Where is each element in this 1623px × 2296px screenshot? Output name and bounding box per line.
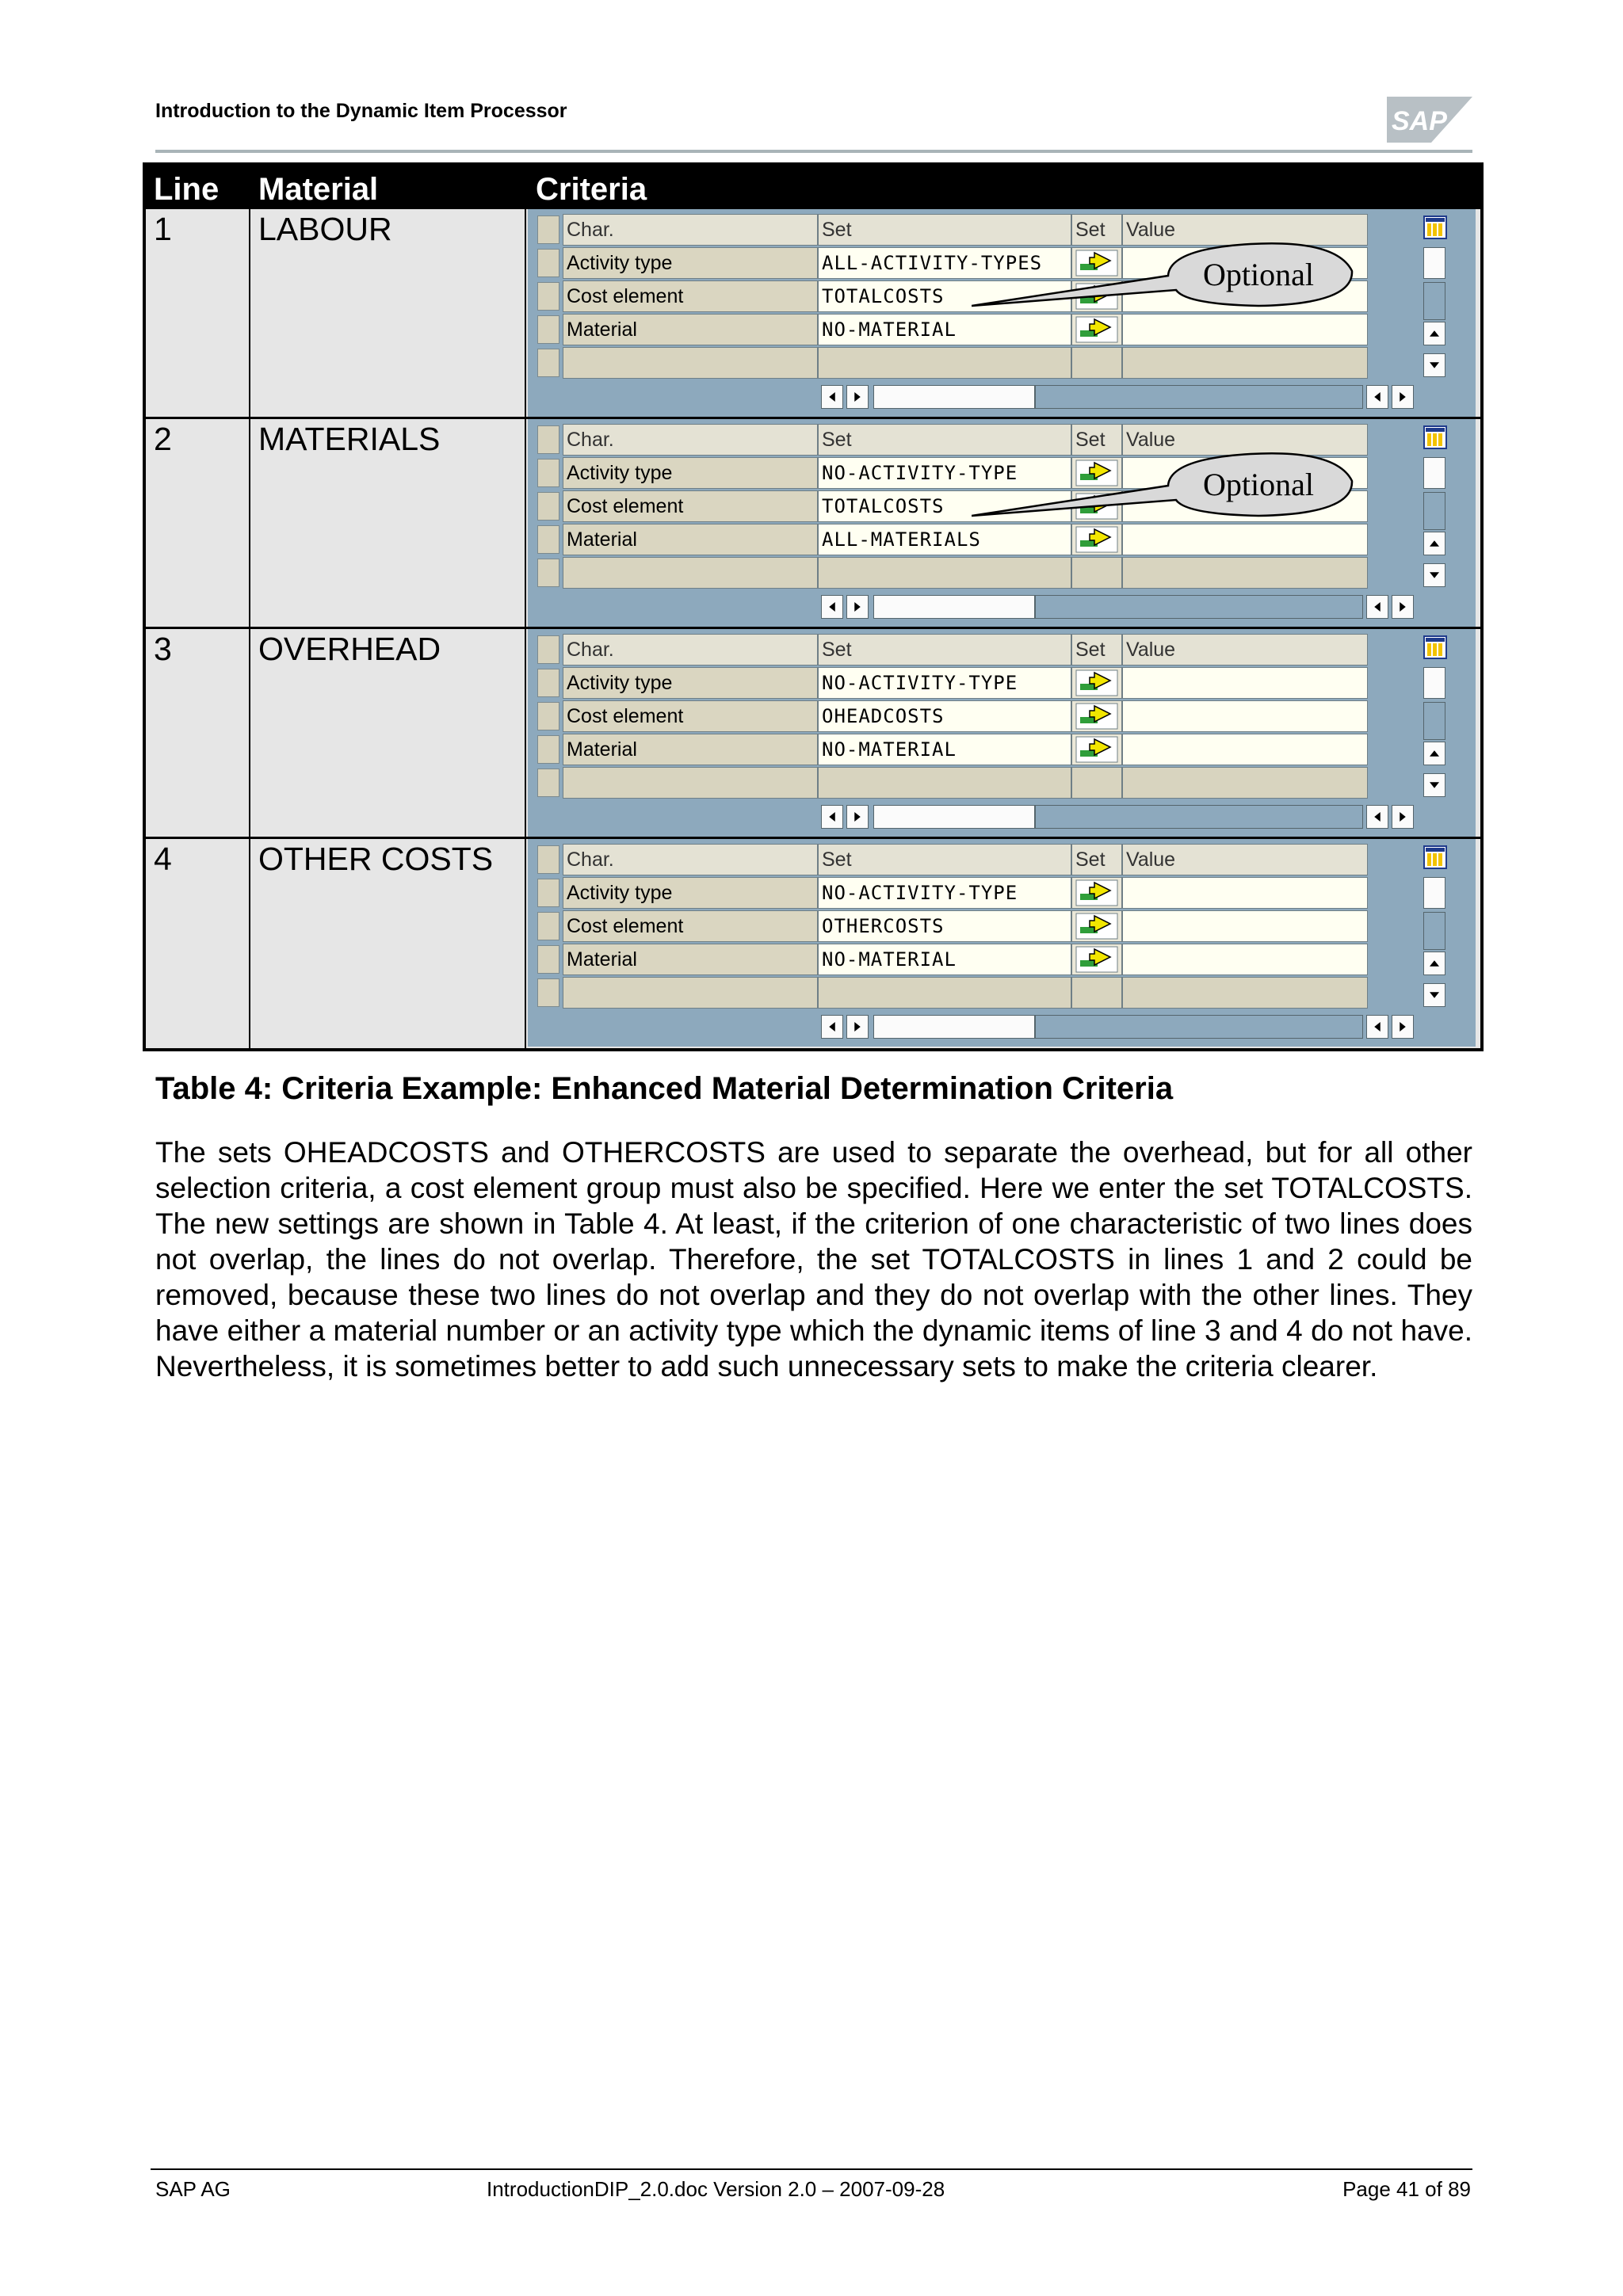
characteristic-label: Activity type <box>563 457 818 489</box>
scroll-right-button[interactable] <box>846 805 869 829</box>
scroll-left-button[interactable] <box>821 1015 843 1039</box>
empty-grid-cell <box>1071 557 1122 589</box>
right-arrow-icon <box>1396 810 1410 824</box>
grid-header-value: Value <box>1122 424 1368 456</box>
footer-document-info: IntroductionDIP_2.0.doc Version 2.0 – 2007-09-28 <box>487 2177 945 2201</box>
left-arrow-icon <box>1370 1020 1384 1034</box>
select-all-button[interactable] <box>537 215 559 244</box>
characteristic-label: Material <box>563 944 818 975</box>
empty-grid-cell <box>818 347 1071 379</box>
value-input[interactable] <box>1122 524 1368 555</box>
scroll-down-button[interactable] <box>1423 773 1445 797</box>
value-input[interactable] <box>1122 877 1368 909</box>
vertical-scroll-track[interactable] <box>1423 877 1445 909</box>
set-input[interactable]: NO-MATERIAL <box>818 734 1071 765</box>
scroll-left-button[interactable] <box>1366 1015 1388 1039</box>
grid-header-set: Set <box>818 214 1071 246</box>
footer-rule <box>151 2168 1472 2170</box>
empty-grid-cell <box>1122 557 1368 589</box>
row-selector[interactable] <box>537 978 559 1007</box>
line-number-cell: 2 <box>154 421 172 457</box>
set-arrow-icon[interactable] <box>1075 879 1118 906</box>
down-arrow-icon <box>1427 568 1442 582</box>
set-input[interactable]: NO-MATERIAL <box>818 944 1071 975</box>
characteristic-label: Activity type <box>563 877 818 909</box>
scroll-right-button[interactable] <box>846 595 869 619</box>
scroll-right-button[interactable] <box>1392 1015 1414 1039</box>
select-all-button[interactable] <box>537 845 559 874</box>
column-header-material: Material <box>258 172 379 207</box>
value-input[interactable] <box>1122 944 1368 975</box>
empty-grid-cell <box>563 347 818 379</box>
optional-callout <box>972 230 1384 317</box>
criteria-grid <box>528 209 1476 417</box>
sap-logo <box>1387 97 1472 143</box>
grid-header-set: Set <box>818 634 1071 666</box>
grid-header-set: Set <box>818 424 1071 456</box>
callout-text: Optional <box>1203 467 1314 502</box>
row-selector[interactable] <box>537 912 559 940</box>
row-selector[interactable] <box>537 315 559 344</box>
grid-header-value: Value <box>1122 214 1368 246</box>
grid-header-value: Value <box>1122 634 1368 666</box>
select-all-button[interactable] <box>537 635 559 664</box>
value-input[interactable] <box>1122 700 1368 732</box>
horizontal-scroll-track <box>1035 805 1363 829</box>
characteristic-label: Cost element <box>563 700 818 732</box>
set-arrow-icon[interactable] <box>1075 703 1118 730</box>
right-arrow-icon <box>850 600 865 614</box>
horizontal-scroll-thumb[interactable] <box>873 595 1035 619</box>
vertical-scroll-thumb[interactable] <box>1423 282 1445 320</box>
grid-header-set: Set <box>818 844 1071 875</box>
header-rule <box>155 150 1472 153</box>
left-arrow-icon <box>825 1020 839 1034</box>
right-arrow-icon <box>1396 1020 1410 1034</box>
row-selector[interactable] <box>537 349 559 377</box>
left-arrow-icon <box>825 600 839 614</box>
document-header-title: Introduction to the Dynamic Item Processor <box>155 100 567 122</box>
set-input[interactable]: OTHERCOSTS <box>818 910 1071 942</box>
empty-grid-cell <box>1122 347 1368 379</box>
empty-grid-cell <box>1071 767 1122 799</box>
value-input[interactable] <box>1122 910 1368 942</box>
up-arrow-icon <box>1427 536 1442 551</box>
column-settings-icon[interactable] <box>1423 635 1447 659</box>
row-selector[interactable] <box>537 492 559 521</box>
scroll-up-button[interactable] <box>1423 952 1445 975</box>
grid-header-set-button: Set <box>1071 844 1122 875</box>
right-arrow-icon <box>1396 600 1410 614</box>
scroll-left-button[interactable] <box>1366 595 1388 619</box>
empty-grid-cell <box>1122 767 1368 799</box>
row-selector[interactable] <box>537 702 559 730</box>
set-input[interactable]: OHEADCOSTS <box>818 700 1071 732</box>
set-input[interactable]: TOTALCOSTS <box>818 490 1071 522</box>
scroll-up-button[interactable] <box>1423 532 1445 555</box>
row-selector[interactable] <box>537 769 559 797</box>
characteristic-label: Cost element <box>563 910 818 942</box>
down-arrow-icon <box>1427 358 1442 372</box>
scroll-left-button[interactable] <box>821 805 843 829</box>
row-selector[interactable] <box>537 559 559 587</box>
column-settings-icon[interactable] <box>1423 845 1447 869</box>
row-selector[interactable] <box>537 669 559 697</box>
column-settings-icon[interactable] <box>1423 215 1447 239</box>
empty-grid-cell <box>818 557 1071 589</box>
horizontal-scroll-thumb[interactable] <box>873 385 1035 409</box>
body-paragraph: The sets OHEADCOSTS and OTHERCOSTS are used to separate the overhead, but for all other selection criteria, a cost element group must also be specified. Here we enter the set TOTALCOSTS. The new settings are shown in Table 4. At least, if the criterion of one characteristic of two lines does not overlap, the lines do not overlap. Therefore, the set TOTALCOSTS in lines 1 and 2 could be removed, because these two lines do not overlap and they do not overlap with the other lines. They have either a material number or an activity type which the dynamic items of line 3 and 4 do not have. Nevertheless, it is sometimes better to add such unnecessary sets to make the criteria clearer. <box>155 1136 1472 1383</box>
scroll-right-button[interactable] <box>1392 805 1414 829</box>
footer-page-number: Page 41 of 89 <box>1342 2177 1471 2201</box>
right-arrow-icon <box>850 1020 865 1034</box>
vertical-scroll-thumb[interactable] <box>1423 492 1445 530</box>
set-arrow-icon[interactable] <box>1075 669 1118 696</box>
set-input[interactable]: NO-ACTIVITY-TYPE <box>818 457 1071 489</box>
material-cell: OVERHEAD <box>258 631 441 667</box>
empty-grid-cell <box>1071 977 1122 1009</box>
scroll-up-button[interactable] <box>1423 742 1445 765</box>
set-input[interactable]: NO-ACTIVITY-TYPE <box>818 667 1071 699</box>
scroll-down-button[interactable] <box>1423 353 1445 377</box>
line-number-cell: 4 <box>154 841 172 877</box>
set-arrow-icon[interactable] <box>1075 316 1118 343</box>
select-all-button[interactable] <box>537 425 559 454</box>
set-input[interactable]: ALL-ACTIVITY-TYPES <box>818 247 1071 279</box>
up-arrow-icon <box>1427 326 1442 341</box>
grid-header-value: Value <box>1122 844 1368 875</box>
row-selector[interactable] <box>537 735 559 764</box>
scroll-left-button[interactable] <box>1366 805 1388 829</box>
scroll-left-button[interactable] <box>821 385 843 409</box>
horizontal-scroll-track <box>1035 595 1363 619</box>
empty-grid-cell <box>563 977 818 1009</box>
column-header-line: Line <box>154 172 220 207</box>
column-header-criteria: Criteria <box>536 172 647 207</box>
scroll-right-button[interactable] <box>846 1015 869 1039</box>
column-divider <box>525 166 526 1048</box>
criteria-grid <box>528 419 1476 627</box>
table-header-row <box>146 166 1480 209</box>
grid-header-char: Char. <box>563 844 818 875</box>
grid-header-char: Char. <box>563 424 818 456</box>
table-caption: Table 4: Criteria Example: Enhanced Material Determination Criteria <box>155 1071 1174 1106</box>
row-selector[interactable] <box>537 525 559 554</box>
scroll-up-button[interactable] <box>1423 322 1445 345</box>
horizontal-scroll-thumb[interactable] <box>873 805 1035 829</box>
value-input[interactable] <box>1122 667 1368 699</box>
sap-logo-text: SAP <box>1392 106 1447 136</box>
row-selector[interactable] <box>537 879 559 907</box>
value-input[interactable] <box>1122 314 1368 345</box>
vertical-scroll-thumb[interactable] <box>1423 702 1445 740</box>
characteristic-label: Activity type <box>563 247 818 279</box>
empty-grid-cell <box>563 767 818 799</box>
characteristic-label: Cost element <box>563 490 818 522</box>
characteristic-label: Material <box>563 524 818 555</box>
scroll-right-button[interactable] <box>1392 595 1414 619</box>
material-cell: MATERIALS <box>258 421 441 457</box>
criteria-table <box>143 162 1484 1051</box>
up-arrow-icon <box>1427 746 1442 761</box>
criteria-grid <box>528 839 1476 1047</box>
set-arrow-icon[interactable] <box>1075 946 1118 973</box>
empty-grid-cell <box>1122 977 1368 1009</box>
set-arrow-icon[interactable] <box>1075 913 1118 940</box>
vertical-scroll-track[interactable] <box>1423 247 1445 279</box>
row-selector[interactable] <box>537 459 559 487</box>
grid-header-char: Char. <box>563 214 818 246</box>
grid-header-set-button: Set <box>1071 634 1122 666</box>
set-input[interactable]: TOTALCOSTS <box>818 280 1071 312</box>
scroll-right-button[interactable] <box>1392 385 1414 409</box>
row-selector[interactable] <box>537 282 559 311</box>
optional-callout <box>972 440 1384 527</box>
scroll-left-button[interactable] <box>1366 385 1388 409</box>
scroll-right-button[interactable] <box>846 385 869 409</box>
scroll-down-button[interactable] <box>1423 983 1445 1007</box>
line-number-cell: 3 <box>154 631 172 667</box>
set-arrow-icon[interactable] <box>1075 526 1118 553</box>
material-cell: LABOUR <box>258 211 392 247</box>
right-arrow-icon <box>850 390 865 404</box>
right-arrow-icon <box>850 810 865 824</box>
grid-header-set-button: Set <box>1071 424 1122 456</box>
value-input[interactable] <box>1122 734 1368 765</box>
left-arrow-icon <box>825 810 839 824</box>
right-arrow-icon <box>1396 390 1410 404</box>
set-arrow-icon[interactable] <box>1075 736 1118 763</box>
grid-header-char: Char. <box>563 634 818 666</box>
down-arrow-icon <box>1427 778 1442 792</box>
vertical-scroll-track[interactable] <box>1423 457 1445 489</box>
horizontal-scroll-thumb[interactable] <box>873 1015 1035 1039</box>
left-arrow-icon <box>825 390 839 404</box>
callout-text: Optional <box>1203 257 1314 292</box>
column-settings-icon[interactable] <box>1423 425 1447 449</box>
criteria-grid <box>528 629 1476 837</box>
empty-grid-cell <box>818 767 1071 799</box>
line-number-cell: 1 <box>154 211 172 247</box>
empty-grid-cell <box>818 977 1071 1009</box>
left-arrow-icon <box>1370 390 1384 404</box>
footer-company: SAP AG <box>155 2177 231 2201</box>
empty-grid-cell <box>1071 347 1122 379</box>
column-divider <box>249 166 250 1048</box>
down-arrow-icon <box>1427 988 1442 1002</box>
up-arrow-icon <box>1427 956 1442 971</box>
left-arrow-icon <box>1370 600 1384 614</box>
grid-header-set-button: Set <box>1071 214 1122 246</box>
scroll-left-button[interactable] <box>821 595 843 619</box>
characteristic-label: Activity type <box>563 667 818 699</box>
characteristic-label: Cost element <box>563 280 818 312</box>
vertical-scroll-track[interactable] <box>1423 667 1445 699</box>
left-arrow-icon <box>1370 810 1384 824</box>
horizontal-scroll-track <box>1035 385 1363 409</box>
set-input[interactable]: NO-MATERIAL <box>818 314 1071 345</box>
set-input[interactable]: NO-ACTIVITY-TYPE <box>818 877 1071 909</box>
vertical-scroll-thumb[interactable] <box>1423 912 1445 950</box>
row-selector[interactable] <box>537 945 559 974</box>
material-cell: OTHER COSTS <box>258 841 494 877</box>
scroll-down-button[interactable] <box>1423 563 1445 587</box>
characteristic-label: Material <box>563 314 818 345</box>
row-selector[interactable] <box>537 249 559 277</box>
horizontal-scroll-track <box>1035 1015 1363 1039</box>
empty-grid-cell <box>563 557 818 589</box>
characteristic-label: Material <box>563 734 818 765</box>
set-input[interactable]: ALL-MATERIALS <box>818 524 1071 555</box>
